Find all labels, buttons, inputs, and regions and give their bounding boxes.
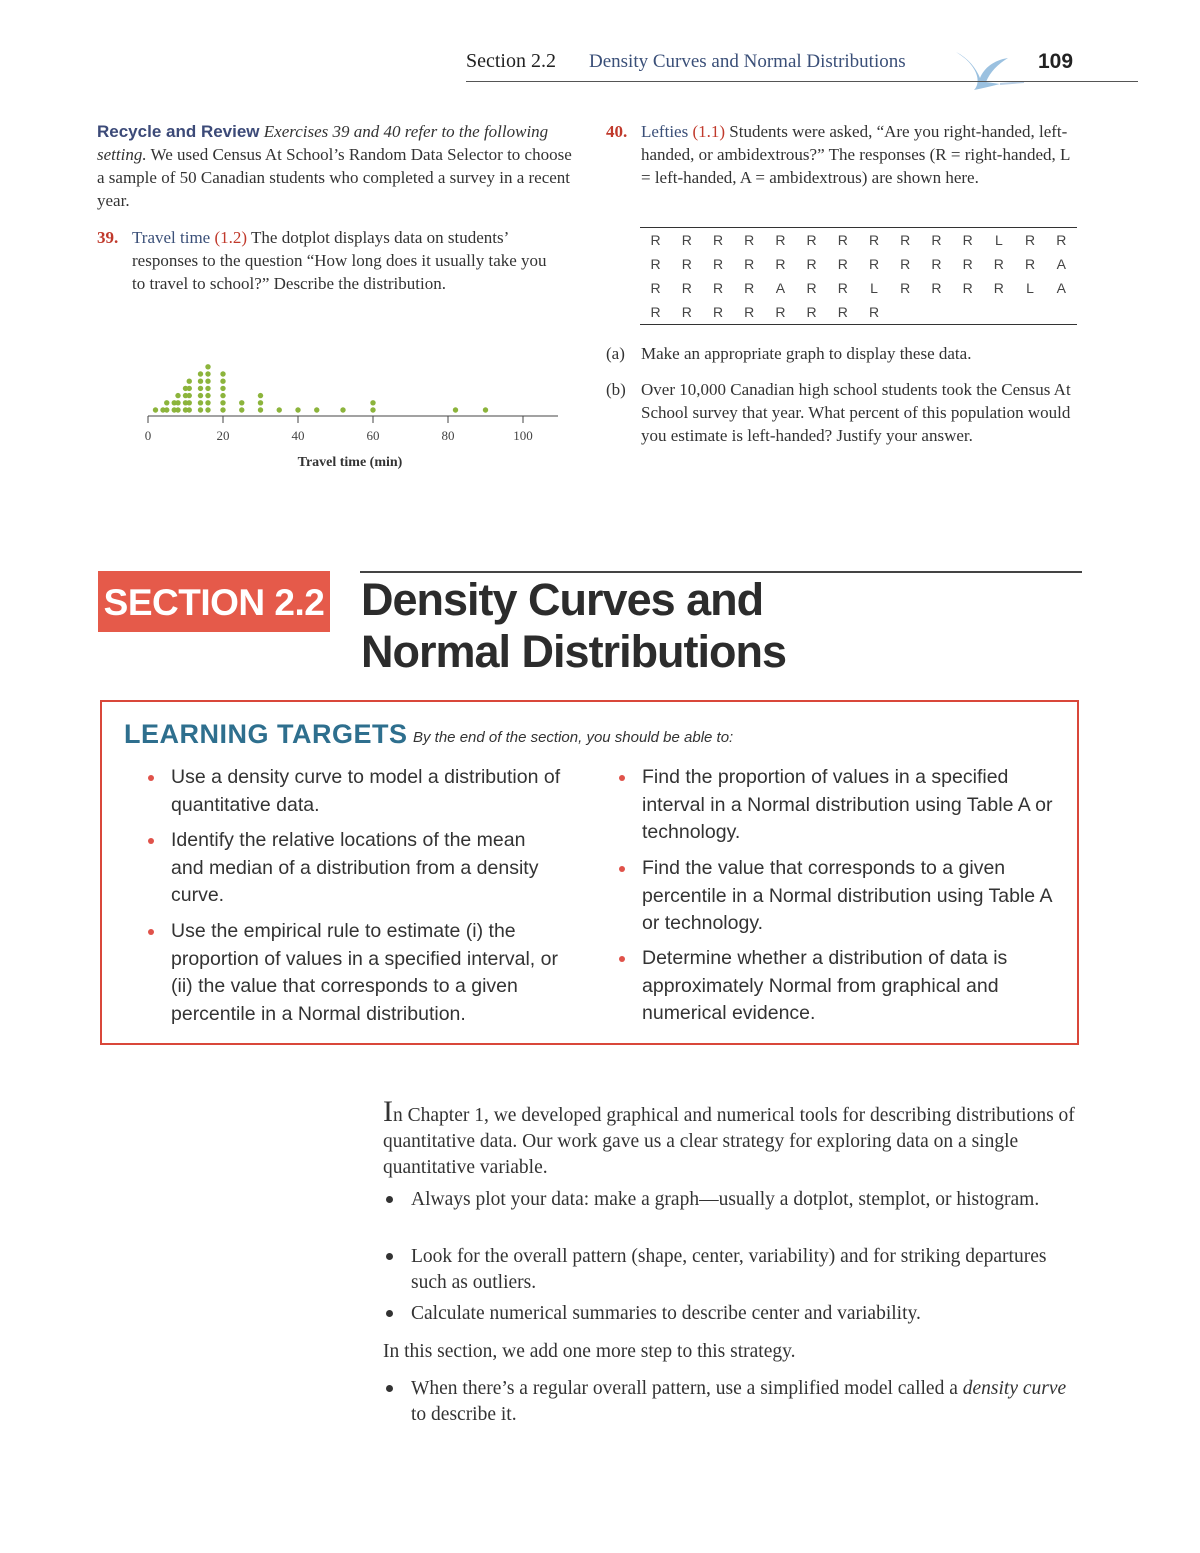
body-bullet-4-pre: When there’s a regular overall pattern, use a simplified model called a: [411, 1378, 958, 1399]
dotplot-point: [239, 400, 244, 405]
body-transition: In this section, we add one more step to this strategy.: [383, 1341, 796, 1362]
bullet-icon: [148, 838, 154, 844]
table-cell: R: [962, 280, 973, 296]
ex40-part-a-label: (a): [606, 344, 625, 363]
dotplot-point: [205, 400, 210, 405]
learning-target-right-3: Determine whether a distribution of data is approximately Normal from graphical and numerical evidence.: [642, 947, 1008, 1024]
bullet-icon: [619, 866, 625, 872]
section-badge: SECTION 2.2: [98, 571, 330, 632]
dotplot-point: [205, 379, 210, 384]
dotplot-point: [198, 379, 203, 384]
table-cell: R: [931, 256, 942, 272]
table-cell: R: [681, 304, 692, 320]
dotplot-point: [258, 393, 263, 398]
bullet-icon: [386, 1310, 393, 1317]
ex40-number: [606, 120, 636, 143]
dotplot-point: [220, 371, 225, 376]
dotplot-point: [220, 379, 225, 384]
table-cell: R: [712, 256, 724, 272]
body-bullet-1: Always plot your data: make a graph—usually a dotplot, stemplot, or histogram.: [411, 1189, 1040, 1210]
travel-time-dotplot: [130, 335, 570, 475]
table-row: [640, 228, 1077, 252]
table-cell: R: [712, 304, 724, 320]
table-cell: R: [744, 256, 755, 272]
header-rule: [466, 81, 1138, 82]
table-cell: R: [650, 232, 661, 248]
table-cell: R: [837, 232, 848, 248]
dotplot-point: [175, 393, 180, 398]
table-cell: R: [837, 304, 848, 320]
table-cell: R: [931, 232, 942, 248]
recycle-intro-italic: Exercises 39 and 40 refer to the following setting.: [97, 122, 549, 164]
ex39-text: The dotplot displays data on students’ responses to the question “How long does it usually take you to travel to school?” Describe the distribution.: [132, 228, 547, 293]
table-cell: [952, 300, 983, 324]
section-title: Density Curves and Normal Distributions: [361, 574, 787, 677]
dotplot-point: [258, 400, 263, 405]
table-cell: [1046, 300, 1077, 324]
learning-target-right-2: Find the value that corresponds to a given percentile in a Normal distribution using Table A or technology.: [642, 857, 1052, 934]
dotplot-point: [187, 407, 192, 412]
table-cell: [1014, 300, 1045, 324]
bullet-icon: [619, 956, 625, 962]
table-cell: R: [650, 304, 661, 320]
header-section-label: Section 2.2: [466, 50, 556, 72]
table-cell: R: [744, 304, 755, 320]
table-row: [640, 252, 1077, 276]
table-cell: A: [1056, 280, 1066, 296]
table-cell: R: [712, 280, 724, 296]
dotplot-point: [220, 393, 225, 398]
ex40-ref: (1.1): [692, 122, 726, 141]
dotplot-point: [198, 400, 203, 405]
dotplot-point: [220, 407, 225, 412]
bullet-icon: [386, 1385, 393, 1392]
table-cell: R: [900, 256, 911, 272]
ex39-body: [132, 226, 552, 295]
dotplot-point: [187, 393, 192, 398]
dotplot-point: [175, 407, 180, 412]
dotplot-point: [198, 393, 203, 398]
body-bullet-4: [411, 1376, 1083, 1428]
dotplot-point: [220, 400, 225, 405]
bullet-icon: [386, 1253, 393, 1260]
dotplot-point: [205, 371, 210, 376]
learning-targets-heading: LEARNING TARGETS: [124, 719, 408, 749]
table-cell: R: [900, 280, 911, 296]
page-number: 109: [1038, 50, 1074, 73]
dotplot-point: [198, 407, 203, 412]
learning-target-right-1: Find the proportion of values in a specified interval in a Normal distribution using Table A or technology.: [642, 766, 1053, 843]
recycle-intro: [97, 120, 575, 212]
ex39-title: Travel time: [132, 228, 211, 247]
table-cell: R: [868, 256, 880, 272]
table-row: [640, 276, 1077, 300]
dotplot-point: [205, 407, 210, 412]
dotplot-point: [198, 371, 203, 376]
dotplot-point: [164, 407, 169, 412]
table-cell: R: [900, 232, 911, 248]
table-cell: R: [962, 256, 973, 272]
table-cell: R: [775, 256, 786, 272]
table-cell: R: [744, 280, 755, 296]
ex40-part-b: Over 10,000 Canadian high school students took the Census At School survey that year. What percent of this population would you estimate is left-handed? Justify your answer.: [641, 380, 1071, 445]
learning-target-left-1: Use a density curve to model a distribution of quantitative data.: [171, 766, 561, 816]
table-cell: R: [868, 304, 880, 320]
table-cell: R: [993, 280, 1004, 296]
body-bullet-4-post: to describe it.: [411, 1404, 517, 1425]
ex39-number: [97, 226, 127, 249]
table-cell: R: [681, 280, 692, 296]
dotplot-point: [340, 407, 345, 412]
table-cell: R: [931, 280, 942, 296]
table-cell: R: [868, 232, 880, 248]
body-bullet-4-italic: density curve: [962, 1378, 1067, 1399]
table-cell: R: [962, 232, 973, 248]
dotplot-point: [370, 400, 375, 405]
body-bullet-2: Look for the overall pattern (shape, center, variability) and for striking departures such as outliers.: [411, 1246, 1047, 1293]
table-cell: A: [1056, 256, 1066, 272]
dotplot-point: [205, 393, 210, 398]
ex40-part-a: Make an appropriate graph to display these data.: [641, 344, 972, 363]
dotplot-point: [205, 364, 210, 369]
table-cell: R: [1024, 256, 1036, 272]
ex40-text: Students were asked, “Are you right-handed, left-handed, or ambidextrous?” The responses (R = right-handed, L = left-handed, A = ambidextrous) are shown here.: [641, 122, 1070, 187]
ex40-body: [641, 120, 1079, 189]
dotplot-point: [483, 407, 488, 412]
bullet-icon: [148, 775, 154, 781]
dotplot-point: [153, 407, 158, 412]
table-cell: R: [775, 232, 786, 248]
dotplot-point: [277, 407, 282, 412]
ex40-title: Lefties: [641, 122, 689, 141]
header-section-title: Density Curves and Normal Distributions: [589, 51, 906, 72]
dotplot-point: [164, 400, 169, 405]
dotplot-point: [175, 400, 180, 405]
table-cell: R: [806, 304, 817, 320]
dotplot-point: [187, 379, 192, 384]
table-cell: L: [994, 232, 1003, 248]
table-cell: [983, 300, 1014, 324]
table-cell: R: [1024, 232, 1036, 248]
table-cell: R: [650, 256, 661, 272]
table-cell: R: [837, 256, 848, 272]
dotplot-tick-label: 20: [216, 428, 230, 443]
dotplot-tick-label: 80: [441, 428, 455, 443]
dotplot-tick-label: 60: [366, 428, 380, 443]
table-cell: R: [1056, 232, 1067, 248]
bullet-icon: [386, 1196, 393, 1203]
recycle-label: Recycle and Review: [97, 122, 260, 141]
bullet-icon: [148, 929, 154, 935]
section-rule: [360, 571, 1082, 573]
dotplot-tick-label: 100: [513, 428, 533, 443]
dotplot-point: [205, 386, 210, 391]
bird-logo-icon: [950, 38, 1030, 94]
dotplot-point: [370, 407, 375, 412]
ex39-ref: (1.2): [214, 228, 248, 247]
table-row: [640, 300, 1077, 324]
dotplot-point: [258, 407, 263, 412]
table-cell: R: [837, 280, 848, 296]
learning-target-left-3: Use the empirical rule to estimate (i) the proportion of values in a specified interval, or (ii) the value that corresponds to a given percentile in a Normal distribution.: [171, 920, 558, 1025]
table-cell: R: [681, 256, 692, 272]
bullet-icon: [619, 775, 625, 781]
table-cell: R: [650, 280, 661, 296]
dropcap: I: [383, 1095, 393, 1128]
dotplot-point: [314, 407, 319, 412]
recycle-intro-text: We used Census At School’s Random Data Selector to choose a sample of 50 Canadian students who completed a survey in a recent year.: [97, 145, 572, 210]
dotplot-point: [295, 407, 300, 412]
table-cell: [890, 300, 921, 324]
dotplot-point: [220, 386, 225, 391]
table-cell: R: [712, 232, 724, 248]
dotplot-point: [187, 386, 192, 391]
dotplot-tick-label: 0: [144, 428, 152, 443]
table-cell: [921, 300, 952, 324]
ex40-part-b-label: (b): [606, 380, 626, 399]
table-cell: R: [806, 232, 817, 248]
ex40-number-text: 40.: [606, 122, 628, 141]
dotplot-xlabel: Travel time (min): [297, 455, 403, 470]
dotplot-point: [187, 400, 192, 405]
body-intro: [383, 1095, 1083, 1181]
table-cell: R: [806, 256, 817, 272]
body-bullet-3: Calculate numerical summaries to describe center and variability.: [411, 1303, 921, 1324]
table-cell: R: [744, 232, 755, 248]
table-cell: L: [1026, 280, 1034, 296]
handedness-table: [640, 227, 1077, 325]
table-cell: R: [993, 256, 1004, 272]
body-intro-text: n Chapter 1, we developed graphical and numerical tools for describing distributions of quantitative data. Our work gave us a clear strategy for exploring data on a single quantitative variable.: [383, 1105, 1075, 1178]
table-cell: R: [681, 232, 692, 248]
dotplot-tick-label: 40: [291, 428, 305, 443]
dotplot-point: [239, 407, 244, 412]
table-cell: L: [870, 280, 878, 296]
table-cell: R: [806, 280, 817, 296]
table-cell: R: [775, 304, 786, 320]
table-cell: A: [775, 280, 786, 296]
ex39-number-text: 39.: [97, 228, 119, 247]
learning-targets-subheading: By the end of the section, you should be able to:: [413, 729, 734, 746]
dotplot-point: [453, 407, 458, 412]
learning-target-left-2: Identify the relative locations of the mean and median of a distribution from a density curve.: [171, 829, 539, 906]
dotplot-point: [198, 386, 203, 391]
